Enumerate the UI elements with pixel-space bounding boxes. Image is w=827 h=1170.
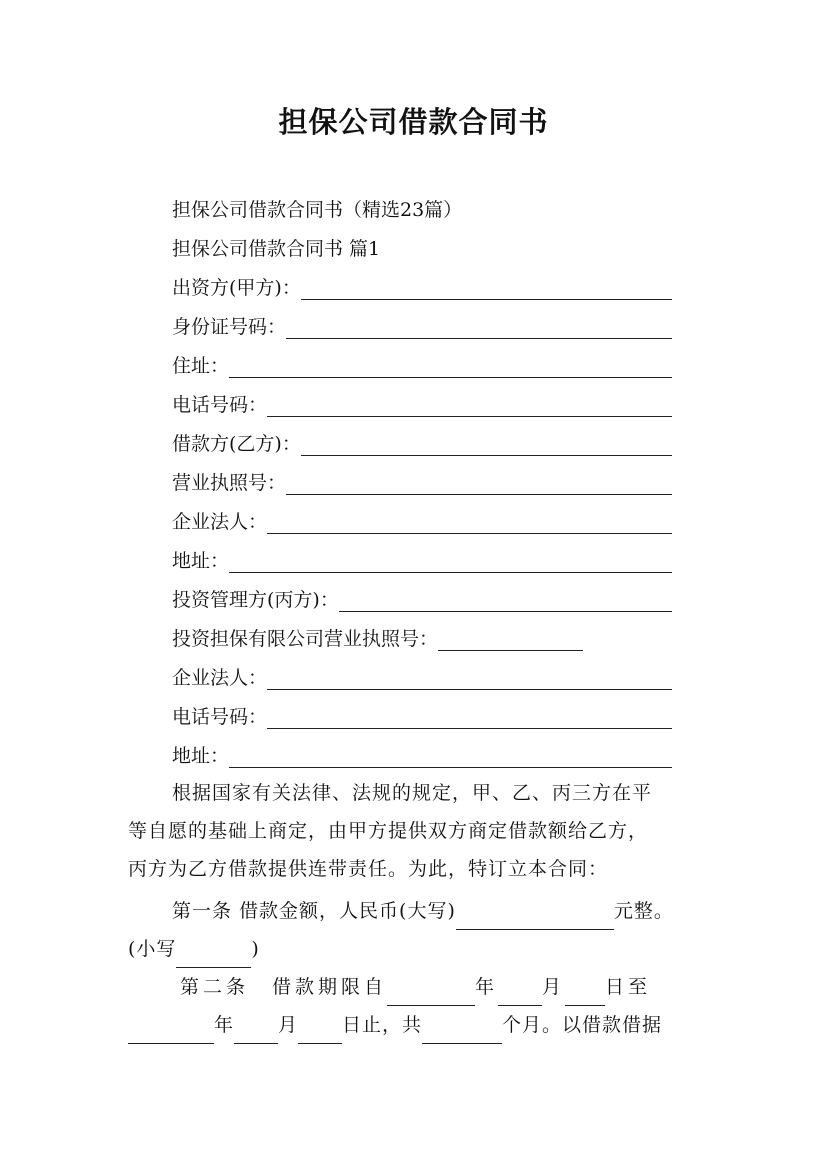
article-2-until: 日止，共	[342, 1014, 423, 1036]
field-label: 电话号码：	[172, 394, 268, 416]
field-label: 地址：	[172, 745, 230, 767]
article-1-line-2	[128, 930, 708, 968]
field-label: 投资管理方(丙方)：	[172, 589, 339, 611]
blank-line	[267, 514, 672, 534]
intro-line: 等自愿的基础上商定，由甲方提供双方商定借款额给乙方，	[128, 820, 649, 842]
blank-line	[387, 983, 475, 1006]
blank-line	[128, 1021, 214, 1044]
subtitle-text: 担保公司借款合同书（精选23篇）	[172, 199, 463, 221]
field-label: 电话号码：	[172, 706, 268, 728]
blank-line	[267, 709, 672, 729]
field-legal-person-2	[172, 666, 672, 690]
article-1-text: 第一条 借款金额，人民币(大写)	[172, 900, 456, 922]
blank-line	[286, 475, 672, 495]
field-label: 住址：	[172, 355, 230, 377]
blank-line	[229, 553, 672, 573]
section-heading	[172, 237, 672, 261]
field-label: 出资方(甲方)：	[172, 277, 301, 299]
blank-line	[229, 358, 672, 378]
blank-line	[267, 670, 672, 690]
article-2-month: 月	[278, 1014, 299, 1036]
field-label: 企业法人：	[172, 667, 268, 689]
article-2-months: 个月。以借款借据	[502, 1014, 663, 1036]
article-2-year: 年	[214, 1014, 235, 1036]
field-label: 企业法人：	[172, 511, 268, 533]
field-label: 地址：	[172, 550, 230, 572]
field-guarantor-license	[172, 627, 672, 651]
article-2-line-2	[128, 1006, 708, 1044]
blank-line	[438, 631, 583, 651]
article-2-year: 年	[475, 976, 499, 998]
section-heading-text: 担保公司借款合同书 篇1	[172, 238, 381, 260]
field-label: 借款方(乙方)：	[172, 433, 301, 455]
blank-line	[498, 983, 542, 1006]
field-label: 身份证号码：	[172, 316, 287, 338]
field-borrower	[172, 432, 672, 456]
field-address	[172, 354, 672, 378]
blank-line	[339, 592, 672, 612]
field-label: 营业执照号：	[172, 472, 287, 494]
blank-line	[456, 907, 614, 930]
field-phone-2	[172, 705, 672, 729]
blank-line	[234, 1021, 278, 1044]
field-id-number	[172, 315, 672, 339]
field-phone	[172, 393, 672, 417]
blank-line	[565, 983, 605, 1006]
field-address-2	[172, 549, 672, 573]
field-label: 投资担保有限公司营业执照号：	[172, 628, 439, 650]
document-title: 担保公司借款合同书	[278, 105, 549, 139]
blank-line	[229, 748, 672, 768]
blank-line	[301, 436, 672, 456]
field-address-3	[172, 744, 672, 768]
blank-line	[286, 319, 672, 339]
article-2-text: 第二条 借款期限自	[180, 976, 388, 998]
field-legal-person	[172, 510, 672, 534]
subtitle	[172, 198, 672, 222]
article-2-line	[128, 968, 708, 1006]
article-2	[128, 968, 708, 1044]
blank-line	[301, 280, 672, 300]
intro-line: 丙方为乙方借款提供连带责任。为此，特订立本合同：	[128, 858, 609, 880]
blank-line	[176, 945, 251, 968]
blank-line	[422, 1021, 502, 1044]
article-2-month: 月	[542, 976, 566, 998]
intro-line: 根据国家有关法律、法规的规定，甲、乙、丙三方在平	[172, 782, 653, 804]
article-1-lower: (小写	[128, 938, 177, 960]
field-license	[172, 471, 672, 495]
article-1-line	[128, 892, 708, 930]
blank-line	[298, 1021, 342, 1044]
article-1-suffix: 元整。	[613, 900, 674, 922]
field-investor	[172, 276, 672, 300]
article-1-close: )	[251, 938, 260, 960]
article-1	[128, 892, 708, 968]
article-2-day: 日至	[605, 976, 652, 998]
field-manager	[172, 588, 672, 612]
intro-paragraph	[128, 774, 708, 888]
blank-line	[267, 397, 672, 417]
